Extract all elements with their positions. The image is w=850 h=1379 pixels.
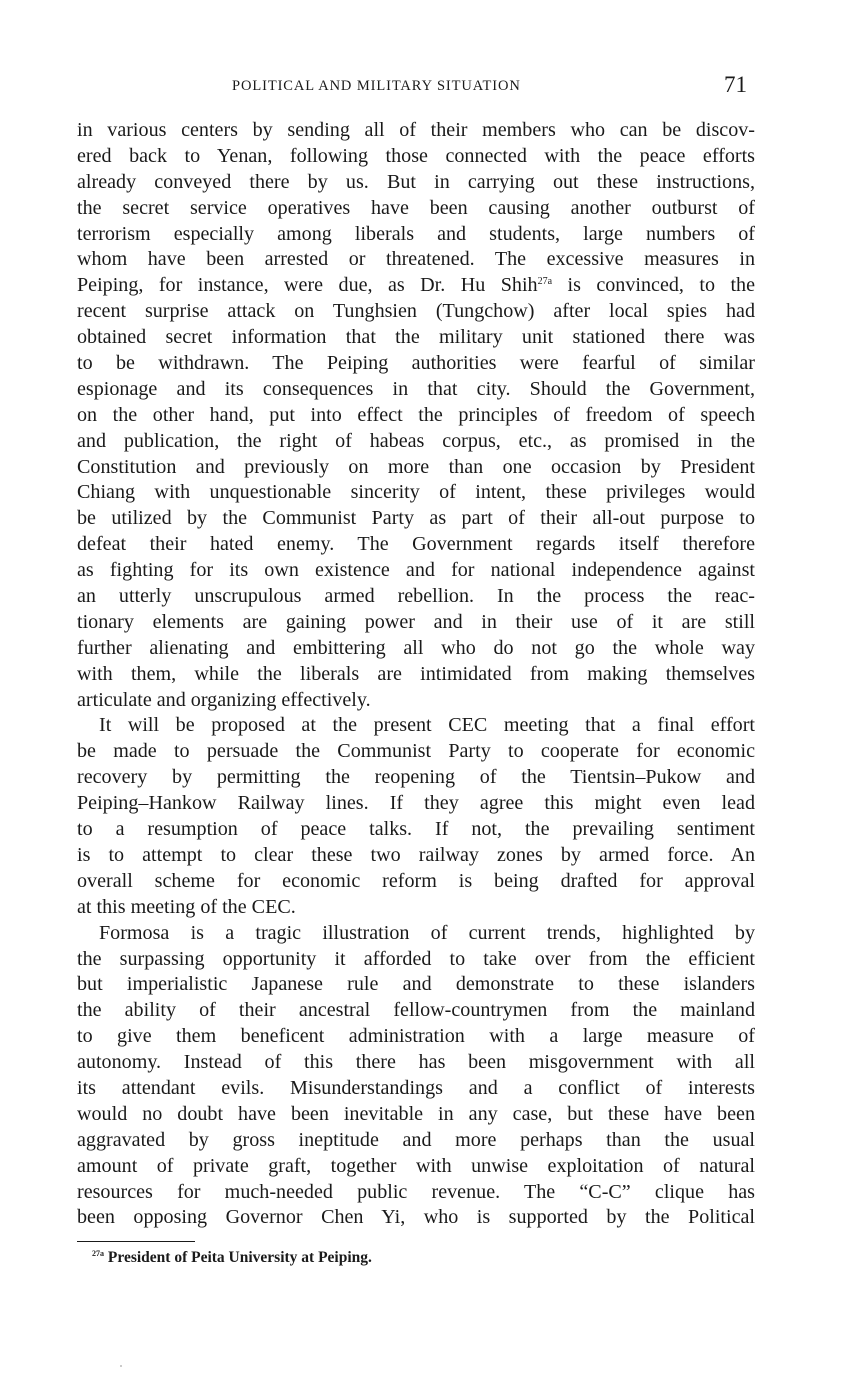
text-line: aggravated by gross ineptitude and more perhaps than the usual — [77, 1128, 755, 1151]
text-line: Formosa is a tragic illustration of current trends, highlighted by — [99, 921, 755, 944]
text-line: recent surprise attack on Tunghsien (Tungchow) after local spies had — [77, 300, 755, 323]
text-line: to give them beneficent administration with a large measure of — [77, 1025, 755, 1048]
text-line: its attendant evils. Misunderstandings and a conflict of interests — [77, 1076, 755, 1099]
text-line: would no doubt have been inevitable in any case, but these have been — [77, 1102, 755, 1125]
body-text — [77, 118, 755, 1231]
text-line: the ability of their ancestral fellow-countrymen from the mainland — [77, 999, 755, 1022]
footnote — [92, 1249, 372, 1267]
text-line: articulate and organizing effectively. — [77, 688, 371, 711]
text-line: to be withdrawn. The Peiping authorities were fearful of similar — [77, 352, 755, 375]
text-line: the surpassing opportunity it afforded to take over from the efficient — [77, 947, 755, 970]
footnote-text: President of Peita University at Peiping. — [104, 1249, 372, 1266]
text-line: Constitution and previously on more than one occasion by President — [77, 455, 755, 478]
text-line: obtained secret information that the military unit stationed there was — [77, 326, 755, 349]
text-line: in various centers by sending all of their members who can be discov- — [77, 119, 755, 141]
page-number: 71 — [724, 72, 747, 97]
text-line: espionage and its consequences in that city. Should the Government, — [77, 377, 755, 400]
text-line: the secret service operatives have been causing another outburst of — [77, 196, 755, 219]
footnote-divider — [77, 1241, 195, 1242]
text-line: amount of private graft, together with unwise exploitation of natural — [77, 1154, 755, 1177]
text-line: as fighting for its own existence and for national independence against — [77, 559, 755, 582]
text-line: tionary elements are gaining power and in their use of it are still — [77, 610, 755, 633]
text-line: recovery by permitting the reopening of the Tientsin–Pukow and — [77, 766, 755, 789]
text-line: Peiping–Hankow Railway lines. If they agree this might even lead — [77, 792, 755, 815]
text-line: resources for much-needed public revenue. The “C-C” clique has — [77, 1180, 755, 1203]
text-line: be made to persuade the Communist Party to cooperate for economic — [77, 740, 755, 763]
text-line: to a resumption of peace talks. If not, the prevailing sentiment — [77, 818, 755, 841]
text-line: defeat their hated enemy. The Government regards itself therefore — [77, 533, 755, 556]
text-line: further alienating and embittering all who do not go the whole way — [77, 636, 755, 659]
text-line: and publication, the right of habeas corpus, etc., as promised in the — [77, 429, 755, 452]
text-line: autonomy. Instead of this there has been misgovernment with all — [77, 1051, 755, 1074]
text-line-start: Peiping, for instance, were due, as Dr. Hu Shih — [77, 274, 538, 297]
text-line-with-footnote-ref — [77, 273, 755, 299]
footnote-reference: 27a — [537, 276, 553, 288]
running-head: POLITICAL AND MILITARY SITUATION — [232, 78, 521, 94]
text-line: Chiang with unquestionable sincerity of intent, these privileges would — [77, 481, 755, 504]
text-line: is to attempt to clear these two railway zones by armed force. An — [77, 843, 755, 866]
text-line: overall scheme for economic reform is being drafted for approval — [77, 869, 755, 892]
scan-speck — [120, 1365, 122, 1367]
footnote-mark: 27a — [92, 1249, 104, 1258]
text-line: but imperialistic Japanese rule and demonstrate to these islanders — [77, 973, 755, 996]
text-line: on the other hand, put into effect the principles of freedom of speech — [77, 403, 755, 426]
text-line: already conveyed there by us. But in carrying out these instructions, — [77, 170, 755, 193]
text-line: at this meeting of the CEC. — [77, 895, 296, 918]
text-line-end: is convinced, to the — [552, 274, 755, 297]
text-line: an utterly unscrupulous armed rebellion. In the process the reac- — [77, 585, 755, 608]
text-line: be utilized by the Communist Party as part of their all-out purpose to — [77, 507, 755, 530]
text-line: ered back to Yenan, following those connected with the peace efforts — [77, 144, 755, 167]
text-line: with them, while the liberals are intimidated from making themselves — [77, 662, 755, 685]
text-line: It will be proposed at the present CEC meeting that a final effort — [99, 714, 755, 737]
text-line: terrorism especially among liberals and students, large numbers of — [77, 222, 755, 245]
text-line: been opposing Governor Chen Yi, who is supported by the Political — [77, 1206, 755, 1229]
text-line: whom have been arrested or threatened. The excessive measures in — [77, 248, 755, 271]
